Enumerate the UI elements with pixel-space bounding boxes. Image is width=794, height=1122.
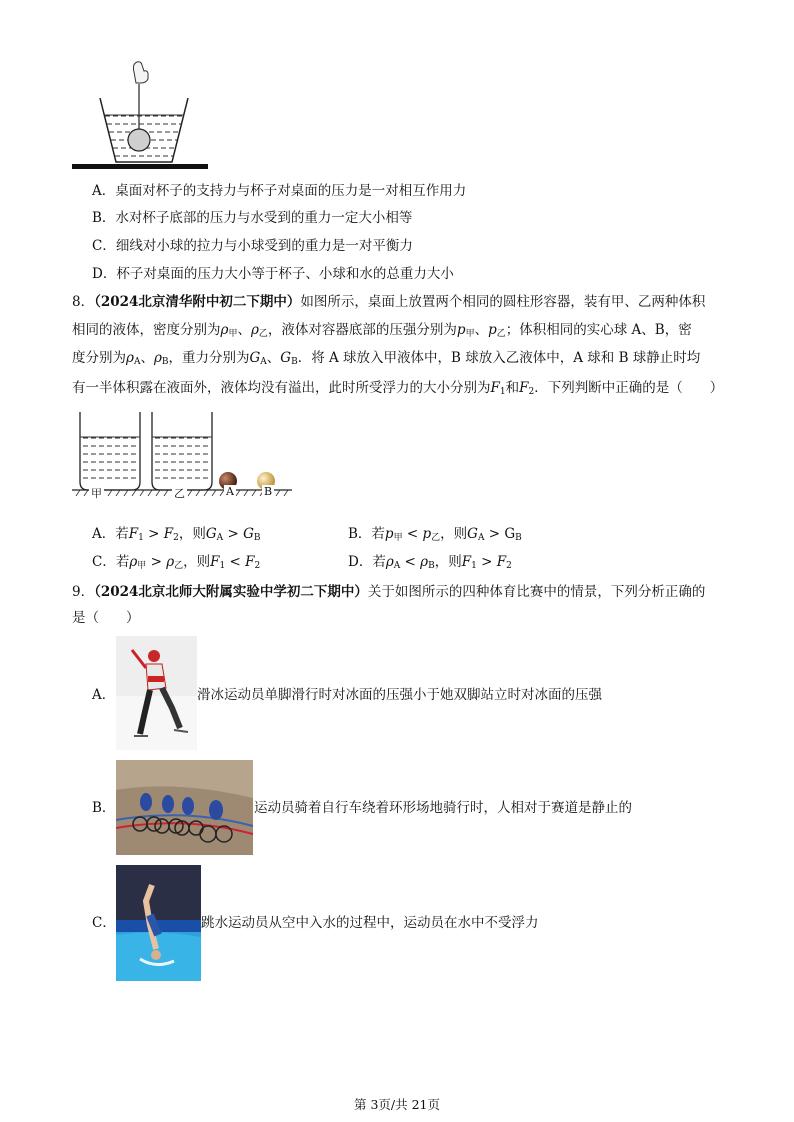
page-footer: 第 3页/共 21页 <box>353 1097 441 1112</box>
diver-photo <box>116 865 201 981</box>
sub: B <box>291 357 298 367</box>
option-text: 若 <box>115 554 130 570</box>
question-source: （2024北京清华附中初二下期中） <box>94 294 301 310</box>
sub: 甲 <box>137 561 147 571</box>
sub: 1 <box>499 387 506 397</box>
option-text: ，则 <box>440 526 468 542</box>
option-letter: A． <box>92 526 116 542</box>
symbol-p: p <box>422 526 432 542</box>
op: < <box>400 554 421 570</box>
q9-line-2 <box>72 608 140 628</box>
q9-option-a-text: 滑冰运动员单脚滑行时对冰面的压强小于她双脚站立时对冰面的压强 <box>197 687 602 703</box>
question-text: ．将 A 球放入甲液体中，B 球放入乙液体中，A 球和 B 球静止时均 <box>297 350 701 366</box>
sub: A <box>133 357 141 367</box>
question-number: 8． <box>72 294 95 310</box>
option-letter: C． <box>92 554 116 570</box>
symbol-f: F <box>245 554 255 570</box>
fig-label-yi: 乙 <box>174 487 185 500</box>
sub: 2 <box>506 561 512 571</box>
op: > <box>143 526 164 542</box>
question-number: 9． <box>72 584 95 600</box>
sub: 1 <box>138 533 144 543</box>
option-text: 杯子对桌面的压力大小等于杯子、小球和水的总重力大小 <box>116 266 454 282</box>
symbol-f: F <box>210 554 220 570</box>
q9-option-b-text: 运动员骑着自行车绕着环形场地骑行时，人相对于赛道是静止的 <box>254 800 632 816</box>
option-letter: D． <box>92 266 117 282</box>
symbol-g: G <box>249 350 261 366</box>
sub: 乙 <box>258 329 268 339</box>
question-text: 和 <box>505 380 520 396</box>
sub: 1 <box>471 561 477 571</box>
question-text: 、 <box>140 350 154 366</box>
symbol-g: G <box>467 526 478 542</box>
option-letter: A． <box>92 183 116 199</box>
q7-option-a <box>92 181 466 201</box>
fig-label-b: B <box>264 485 273 498</box>
op: > <box>146 554 167 570</box>
question-text: 如图所示，桌面上放置两个相同的圆柱形容器，装有甲、乙两种体积 <box>300 294 706 310</box>
symbol-p: p <box>488 322 497 338</box>
q9-option-b-letter: B． <box>92 800 116 816</box>
sub: A <box>216 533 224 543</box>
q8-option-b <box>348 524 522 548</box>
question-text: 是（ ） <box>72 610 140 626</box>
q8-option-d <box>348 552 512 576</box>
sub: B <box>428 561 435 571</box>
sub: 1 <box>219 561 226 571</box>
option-text: 若 <box>115 526 129 542</box>
q7-option-b <box>92 208 412 228</box>
q7-figure-cup-ball <box>70 58 212 176</box>
symbol-g: G <box>280 350 292 366</box>
op: > <box>476 554 497 570</box>
question-text: 相同的液体，密度分别为 <box>72 322 221 338</box>
question-text: 、 <box>474 322 489 338</box>
symbol-rho: ρ <box>250 322 259 338</box>
option-text: ，则 <box>434 554 462 570</box>
sub: A <box>393 561 401 571</box>
op: > <box>484 526 505 542</box>
sub: 甲 <box>393 533 403 543</box>
q7-option-c <box>92 236 413 256</box>
sub: A <box>260 357 267 367</box>
q9-option-c-text: 跳水运动员从空中入水的过程中，运动员在水中不受浮力 <box>201 915 539 931</box>
sub: 乙 <box>174 561 184 571</box>
question-text: 关于如图所示的四种体育比赛中的情景，下列分析正确的 <box>367 584 706 600</box>
symbol-f: F <box>163 526 174 542</box>
option-letter: C． <box>92 238 116 254</box>
q8-option-c <box>92 552 260 576</box>
symbol-g-upright: G <box>504 526 516 542</box>
question-text: ．下列判断中正确的是（ ） <box>534 380 724 396</box>
symbol-f: F <box>128 526 139 542</box>
q8-option-a <box>92 524 261 548</box>
symbol-f: F <box>461 554 472 570</box>
option-text: 水对杯子底部的压力与水受到的重力一定大小相等 <box>115 210 413 226</box>
sub: 乙 <box>496 329 506 339</box>
question-text: ，液体对容器底部的压强分别为 <box>267 322 457 338</box>
sub: 2 <box>528 387 535 397</box>
symbol-g: G <box>243 526 254 542</box>
q8-line-3 <box>72 348 700 372</box>
symbol-rho: ρ <box>153 350 162 366</box>
option-text: ，则 <box>178 526 206 542</box>
symbol-f: F <box>519 380 529 396</box>
sub: A <box>477 533 485 543</box>
sub: B <box>253 533 261 543</box>
option-text: 若 <box>372 554 386 570</box>
question-text: 、 <box>266 350 281 366</box>
symbol-rho: ρ <box>166 554 175 570</box>
sub: 甲 <box>228 329 238 339</box>
question-source: （2024北京北师大附属实验中学初二下期中） <box>94 584 368 600</box>
sub: B <box>161 357 169 367</box>
question-text: ；体积相同的实心球 A、B，密 <box>505 322 692 338</box>
q7-option-d <box>92 264 454 284</box>
cyclists-photo <box>116 760 253 855</box>
symbol-rho: ρ <box>385 554 394 570</box>
option-text: 细线对小球的拉力与小球受到的重力是一对平衡力 <box>115 238 413 254</box>
option-text: ，则 <box>183 554 211 570</box>
op: < <box>225 554 246 570</box>
symbol-rho: ρ <box>420 554 429 570</box>
q9-option-c-letter: C． <box>92 915 116 931</box>
symbol-f: F <box>496 554 507 570</box>
fig-label-a: A <box>226 485 234 498</box>
sub: B <box>515 533 522 543</box>
question-text: 度分别为 <box>72 350 126 366</box>
option-text: 若 <box>371 526 385 542</box>
symbol-p: p <box>456 322 466 338</box>
option-text: 桌面对杯子的支持力与杯子对桌面的压力是一对相互作用力 <box>115 183 467 199</box>
q9-option-a-letter: A． <box>92 687 116 703</box>
q8-line-1 <box>72 292 705 312</box>
op: > <box>223 526 244 542</box>
symbol-p: p <box>384 526 394 542</box>
option-letter: B． <box>348 526 372 542</box>
skater-photo <box>116 636 197 750</box>
symbol-rho: ρ <box>129 554 138 570</box>
q9-line-1 <box>72 582 705 602</box>
sub: 乙 <box>431 533 441 543</box>
sub: 甲 <box>465 329 475 339</box>
q8-line-2 <box>72 320 692 344</box>
symbol-f: F <box>490 380 500 396</box>
fig-label-jia: 甲 <box>91 487 102 500</box>
option-letter: D． <box>348 554 373 570</box>
q8-line-4 <box>72 378 723 402</box>
symbol-g: G <box>205 526 217 542</box>
sub: 2 <box>173 533 179 543</box>
option-letter: B． <box>92 210 116 226</box>
symbol-rho: ρ <box>126 350 134 366</box>
question-text: ，重力分别为 <box>168 350 250 366</box>
question-text: 有一半体积露在液面外，液体均没有溢出，此时所受浮力的大小分别为 <box>72 380 491 396</box>
symbol-rho: ρ <box>220 322 229 338</box>
op: < <box>402 526 423 542</box>
question-text: 、 <box>237 322 251 338</box>
sub: 2 <box>254 561 261 571</box>
